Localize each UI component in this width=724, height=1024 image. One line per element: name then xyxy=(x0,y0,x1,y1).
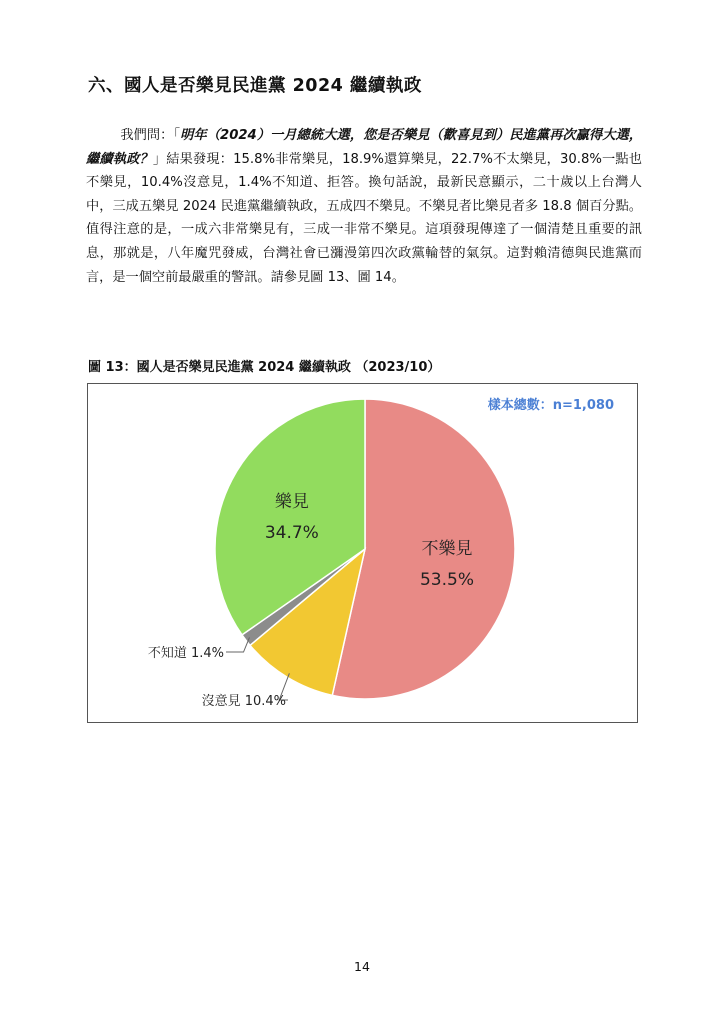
survey-question: 明年（2024）一月總統大選，您是否樂見（歡喜見到）民進黨再次贏得大選，繼續執政？ xyxy=(86,128,642,167)
pie-chart-frame xyxy=(87,383,638,723)
slice-outside-label-2: 不知道 1.4% xyxy=(147,646,224,662)
slice-label-3: 樂見 xyxy=(274,491,309,512)
body-paragraph xyxy=(86,124,642,289)
section-heading: 六、國人是否樂見民進黨 2024 繼續執政 xyxy=(88,76,422,96)
sample-size-note: 樣本總數：n=1,080 xyxy=(487,398,614,413)
slice-label-0: 不樂見 xyxy=(421,539,473,560)
slice-value-0: 53.5% xyxy=(419,570,475,591)
page-number: 14 xyxy=(354,959,370,974)
slice-outside-label-1: 沒意見 10.4% xyxy=(201,693,286,709)
paragraph-rest: 」結果發現：15.8%非常樂見，18.9%還算樂見，22.7%不太樂見，30.8%一點也不樂見，10.4%沒意見，1.4%不知道、拒答。換句話說，最新民意顯示，二十歲以上台灣人中，三成五樂見 2024 民進黨繼續執政，五成四不樂見。不樂見者比樂見者多 18.8 個百分點。值得注意的是，一成六非常樂見有，三成一非常不樂見。這項發現傳達了一個清楚且重要的訊息，那就是，八年魔咒發威，台灣社會已瀰漫第四次政黨輪替的氣氛。這對賴清德與民進黨而言，是一個空前最嚴重的警訊。請參見圖 13、圖 14。 xyxy=(86,151,642,285)
paragraph-lead: 我們問：「 xyxy=(120,128,181,143)
pie-chart xyxy=(88,384,637,722)
slice-value-3: 34.7% xyxy=(264,522,319,543)
figure-caption: 圖 13：國人是否樂見民進黨 2024 繼續執政 （2023/10） xyxy=(88,360,441,375)
